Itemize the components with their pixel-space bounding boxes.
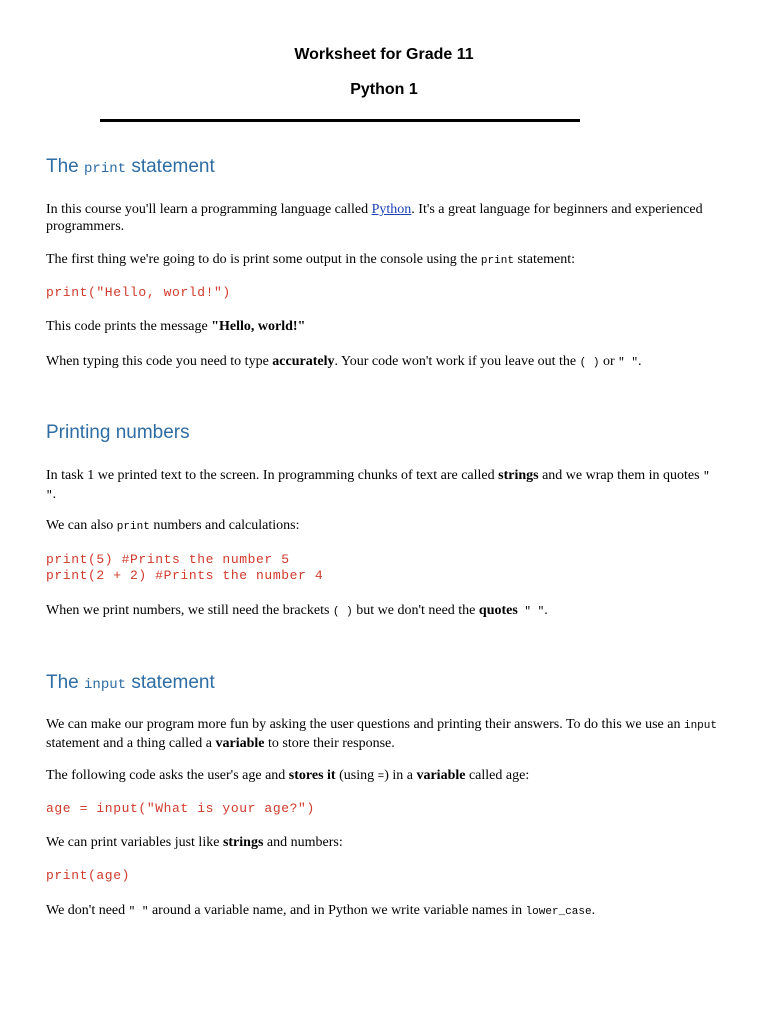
text: but we don't need the bbox=[352, 603, 479, 618]
text: ) in a bbox=[384, 768, 417, 783]
bold-text: strings bbox=[498, 468, 539, 483]
python-link[interactable]: Python bbox=[371, 202, 412, 217]
paragraph-strings bbox=[46, 467, 726, 505]
heading-input-statement bbox=[46, 672, 215, 694]
text: We can also bbox=[46, 518, 117, 533]
text: to store their response. bbox=[264, 736, 395, 751]
paragraph-stores-age bbox=[46, 767, 726, 786]
text: . Your code won't work if you leave out the bbox=[334, 354, 580, 369]
heading-printing-numbers: Printing numbers bbox=[46, 422, 190, 443]
paragraph-lower-case bbox=[46, 902, 726, 921]
inline-code: ( ) bbox=[332, 606, 353, 618]
paragraph-prints-message bbox=[46, 318, 726, 335]
inline-code: print bbox=[480, 255, 514, 267]
heading-text: statement bbox=[126, 156, 215, 177]
paragraph-variables-intro bbox=[46, 716, 726, 752]
text: In task 1 we printed text to the screen. In programming chunks of text are called bbox=[46, 468, 499, 483]
inline-code: print bbox=[116, 521, 150, 533]
heading-text: The bbox=[46, 156, 85, 177]
text: In this course you'll learn a programming language called bbox=[46, 202, 372, 217]
text: and we wrap them in quotes bbox=[538, 468, 704, 483]
paragraph-print-variables bbox=[46, 834, 726, 851]
text: When we print numbers, we still need the brackets bbox=[46, 603, 333, 618]
heading-code: print bbox=[84, 161, 127, 177]
text: and numbers: bbox=[263, 835, 343, 850]
worksheet-subtitle: Python 1 bbox=[350, 81, 418, 98]
inline-code: " " bbox=[46, 471, 710, 502]
paragraph-brackets bbox=[46, 602, 726, 621]
inline-code: input bbox=[683, 720, 717, 732]
text: or bbox=[599, 354, 619, 369]
code-input-age: age = input("What is your age?") bbox=[46, 801, 315, 816]
title-divider bbox=[100, 119, 580, 122]
code-hello-world: print("Hello, world!") bbox=[46, 285, 231, 300]
heading-text: statement bbox=[126, 672, 215, 693]
code-print-five: print(5) #Prints the number 5 bbox=[46, 552, 290, 567]
inline-code: = bbox=[377, 771, 385, 783]
text: . bbox=[52, 487, 57, 502]
bold-text: variable bbox=[215, 736, 265, 751]
inline-code: " " bbox=[517, 606, 545, 618]
worksheet-title: Worksheet for Grade 11 bbox=[294, 46, 474, 63]
paragraph-first-thing bbox=[46, 251, 726, 270]
text: We don't need bbox=[46, 903, 129, 918]
text: . bbox=[544, 603, 548, 618]
bold-text: accurately bbox=[272, 354, 335, 369]
bold-text: variable bbox=[416, 768, 466, 783]
text: statement and a thing called a bbox=[46, 736, 216, 751]
heading-text: The bbox=[46, 672, 85, 693]
text: called age: bbox=[465, 768, 530, 783]
inline-code: " " bbox=[618, 357, 638, 369]
text: numbers and calculations: bbox=[149, 518, 300, 533]
bold-text: strings bbox=[222, 835, 264, 850]
code-print-age: print(age) bbox=[46, 868, 131, 883]
text: (using bbox=[335, 768, 378, 783]
text: We can make our program more fun by asking the user questions and printing their answers. To do this we use an bbox=[46, 717, 684, 732]
inline-code: ( ) bbox=[579, 357, 600, 369]
text: . bbox=[591, 903, 596, 918]
inline-code: lower_case bbox=[525, 906, 592, 918]
text: The first thing we're going to do is print some output in the console using the bbox=[46, 252, 481, 267]
bold-text: quotes bbox=[478, 603, 518, 618]
text: . It's a great language for beginners and experienced programmers. bbox=[46, 202, 703, 234]
heading-code: input bbox=[84, 677, 127, 693]
paragraph-intro bbox=[46, 201, 726, 235]
bold-text: stores it bbox=[288, 768, 336, 783]
text: This code prints the message bbox=[46, 319, 212, 334]
inline-code: " " bbox=[128, 906, 149, 918]
text: statement: bbox=[513, 252, 575, 267]
text: . bbox=[637, 354, 642, 369]
bold-text: "Hello, world!" bbox=[211, 319, 306, 334]
text: When typing this code you need to type bbox=[46, 354, 273, 369]
text: The following code asks the user's age and bbox=[46, 768, 289, 783]
paragraph-print-numbers bbox=[46, 517, 726, 536]
text: around a variable name, and in Python we write variable names in bbox=[148, 903, 526, 918]
code-print-sum: print(2 + 2) #Prints the number 4 bbox=[46, 568, 324, 583]
paragraph-accurately bbox=[46, 353, 726, 372]
heading-print-statement bbox=[46, 156, 215, 178]
text: We can print variables just like bbox=[46, 835, 223, 850]
